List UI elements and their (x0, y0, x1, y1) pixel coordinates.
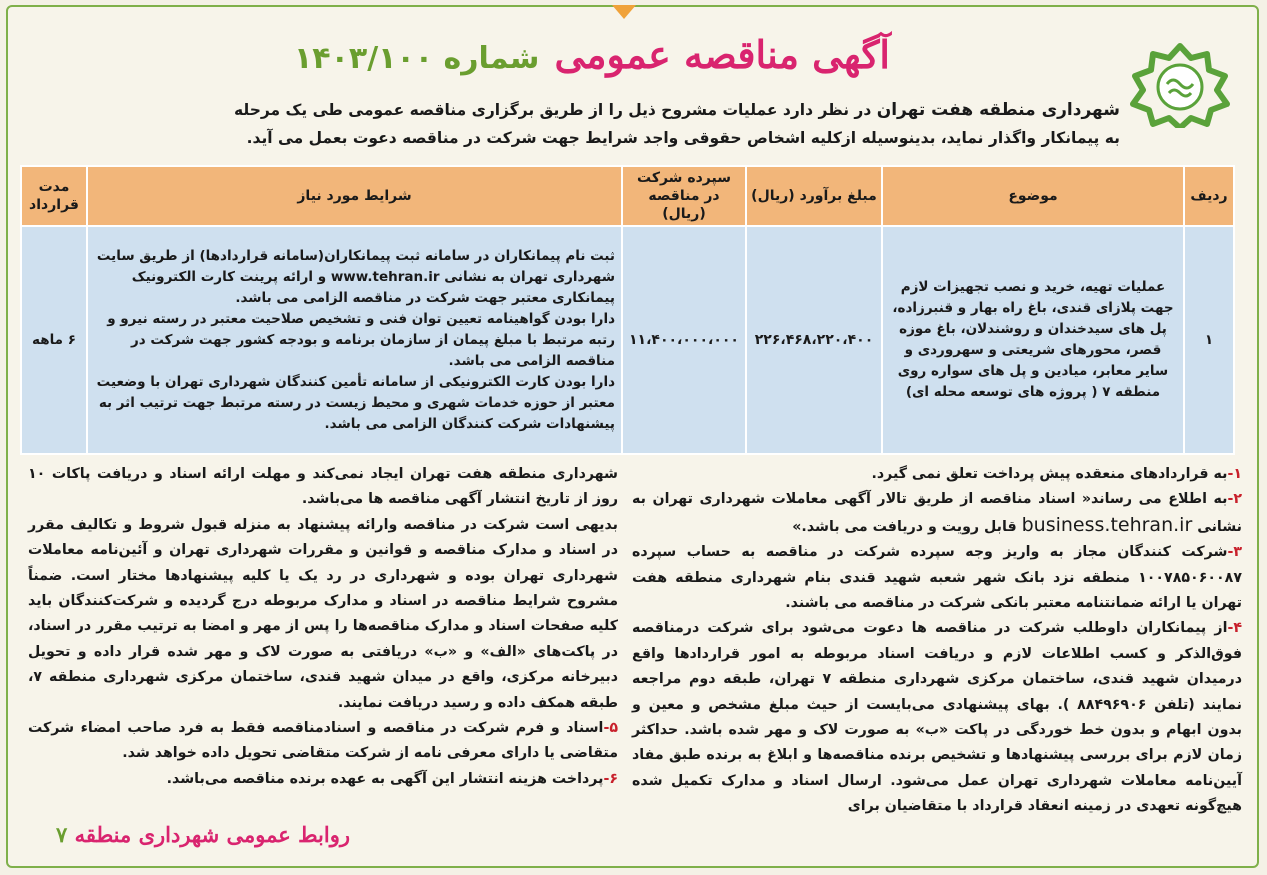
cell-estimate: ۲۲۶،۴۶۸،۲۲۰،۴۰۰ (746, 226, 882, 454)
intro-line-2: به پیمانکار واگذار نماید، بدینوسیله ازکلیه اشخاص حقوقی واجد شرایط جهت شرکت در مناقصه دعوت بعمل می آید. (246, 129, 1120, 147)
condition-2: دارا بودن گواهینامه تعیین توان فنی و تشخیص صلاحیت معتبر در رسته نیرو و رتبه مرتبط با مبلغ پیمان از سازمان برنامه و بودجه کشور جهت شرکت در مناقصه الزامی می باشد. (107, 310, 615, 369)
tender-number: شماره ۱۴۰۳/۱۰۰ (293, 41, 540, 76)
header-subject: موضوع (882, 166, 1184, 226)
clause-3-text: شرکت کنندگان مجاز به واریز وجه سپرده شرکت در مناقصه به حساب سپرده ۱۰۰۷۸۵۰۶۰۰۸۷ منطقه نزد بانک شهر شعبه شهید قندی بنام شهرداری منطقه هفت تهران یا ارائه ضمانتنامه معتبر بانکی شرکت در مناقصه می باشند. (632, 544, 1242, 612)
cell-duration: ۶ ماهه (21, 226, 87, 454)
clause-3 (632, 540, 1242, 616)
title-text: آگهی مناقصه عمومی (554, 32, 890, 77)
header-row-number: ردیف (1184, 166, 1234, 226)
intro-organization: شهرداری منطقه هفت تهران (876, 100, 1120, 120)
clause-4-continued: شهرداری منطقه هفت تهران ایجاد نمی‌کند و مهلت ارائه اسناد و دریافت پاکات ۱۰ روز از تاریخ انتشار آگهی مناقصه ها می‌باشد. (28, 466, 618, 508)
header-estimate: مبلغ برآورد (ریال) (746, 166, 882, 226)
business-url: business.tehran.ir (1021, 513, 1193, 536)
clause-1 (632, 462, 1242, 487)
clause-4 (632, 616, 1242, 819)
clause-5-text: اسناد و فرم شرکت در مناقصه و اسنادمناقصه فقط به فرد صاحب امضاء شرکت متقاضی یا دارای معرفی نامه از شرکت متقاضی تحویل داده خواهد شد. (28, 720, 618, 762)
condition-3: دارا بودن کارت الکترونیکی از سامانه تأمین کنندگان شهرداری تهران با وضعیت معتبر از حوزه خدمات شهری و محیط زیست در رسته مرتبط جهت ترتیب اثر به پیشنهادات شرکت کنندگان الزامی می باشد. (96, 373, 615, 432)
clause-6-text: پرداخت هزینه انتشار این آگهی به عهده برنده مناقصه می‌باشد. (166, 770, 604, 787)
table-row (21, 226, 1234, 454)
clause-2 (632, 487, 1242, 540)
clause-2-text: به اطلاع می رساند« اسناد مناقصه از طریق تالار آگهی معاملات شهرداری تهران به نشانی (632, 491, 1242, 535)
clause-5 (28, 716, 618, 767)
conditions-column-left (28, 462, 618, 792)
clause-6-number: ۶- (603, 770, 618, 787)
clause-6 (28, 767, 618, 792)
conditions-column-right (632, 462, 1242, 820)
table-header-row (21, 166, 1234, 226)
header-duration: مدت قرارداد (21, 166, 87, 226)
tehran-municipality-logo-icon (1125, 40, 1235, 128)
header-deposit: سپرده شرکت در مناقصه (ریال) (622, 166, 746, 226)
clause-1-text: به قراردادهای منعقده پیش پرداخت تعلق نمی گیرد. (871, 466, 1228, 482)
cell-deposit: ۱۱،۴۰۰،۰۰۰،۰۰۰ (622, 226, 746, 454)
clause-1-number: ۱- (1227, 466, 1242, 482)
intro-paragraph (140, 96, 1120, 152)
intro-line-1: در نظر دارد عملیات مشروح ذیل را از طریق برگزاری مناقصه عمومی طی یک مرحله (233, 101, 872, 119)
clause-4-text: از پیمانکاران داوطلب شرکت در مناقصه ها دعوت می‌شود برای شرکت درمناقصه فوق‌الذکر و کسب اطلاعات لازم و دریافت اسناد مربوطه به امور قراردادها واقع درمیدان شهید قندی، ساختمان مرکزی شهرداری منطقه ۷ تهران، طبقه دوم مراجعه نمایند (تلفن ۸۸۴۹۶۹۰۶ ). بهای پیشنهادی می‌بایست از حیث مبلغ مشخص و معین و بدون ابهام و بدون خط خوردگی در پاکت «ب» به صورت لاک و مهر شده باشد. حداکثر زمان لازم برای بررسی پیشنهادها و تشخیص برنده مناقصه‌ها و ابلاغ به برنده طبق مفاد آیین‌نامه معاملات شهرداری تهران عمل می‌شود. ارسال اسناد و مدارک تکمیل شده هیچ‌گونه تعهدی در زمینه انعقاد قرارداد با متقاضیان برای (632, 620, 1242, 815)
cell-conditions (87, 226, 622, 454)
clause-4-number: ۴- (1227, 620, 1242, 637)
header-conditions: شرایط مورد نیاز (87, 166, 622, 226)
clause-2-number: ۲- (1227, 491, 1242, 508)
cell-row-number: ۱ (1184, 226, 1234, 454)
condition-1: ثبت نام پیمانکاران در سامانه ثبت پیمانکاران(سامانه قراردادها) از طریق سایت شهرداری تهران به نشانی www.tehran.ir و ارائه پرینت کارت الکترونیک پیمانکاری معتبر جهت شرکت در مناقصه الزامی می باشد. (96, 247, 615, 306)
public-relations-signature (40, 822, 350, 847)
clause-3-number: ۳- (1227, 544, 1242, 561)
cell-subject: عملیات تهیه، خرید و نصب تجهیزات لازم جهت پلازای قندی، باغ راه بهار و قنبرزاده، پل های سیدخندان و روشندلان، باغ موزه قصر، محورهای شریعتی و سهروردی و سایر معابر، میادین و پل های سواره روی منطقه ۷ ( پروژه های توسعه محله ای) (882, 226, 1184, 454)
notice-title (293, 32, 890, 92)
top-notch-decoration (612, 5, 636, 19)
signature-district-number: ۷ (55, 822, 68, 847)
signature-text: روابط عمومی شهرداری منطقه (74, 822, 350, 847)
clause-2-text-end: قابل رویت و دریافت می باشد.» (792, 518, 1017, 535)
clause-5-number: ۵- (603, 720, 618, 737)
tender-table (20, 165, 1235, 455)
clause-4-continued-2: بدیهی است شرکت در مناقصه وارائه پیشنهاد به منزله قبول شروط و تکالیف مقرر در اسناد و مدارک مناقصه و قوانین و مقررات شهرداری تهران و آئین‌نامه معاملات شهرداری تهران بوده و شهرداری در رد یک یا کلیه پیشنهادها مختار است. ضمناً مشروح شرایط مناقصه در اسناد و مدارک مربوطه درج گردیده و شرکت‌کنندگان باید کلیه صفحات اسناد و مدارک مناقصه‌ها را پس از مهر و امضا به ترتیب مقرر در اسناد، در پاکت‌های «الف» و «ب» دریافتی به صورت لاک و مهر شده قرار داده و تحویل دبیرخانه مرکزی، واقع در میدان شهید قندی، ساختمان مرکزی شهرداری منطقه ۷، طبقه همکف داده و رسید دریافت نمایند. (28, 516, 618, 711)
